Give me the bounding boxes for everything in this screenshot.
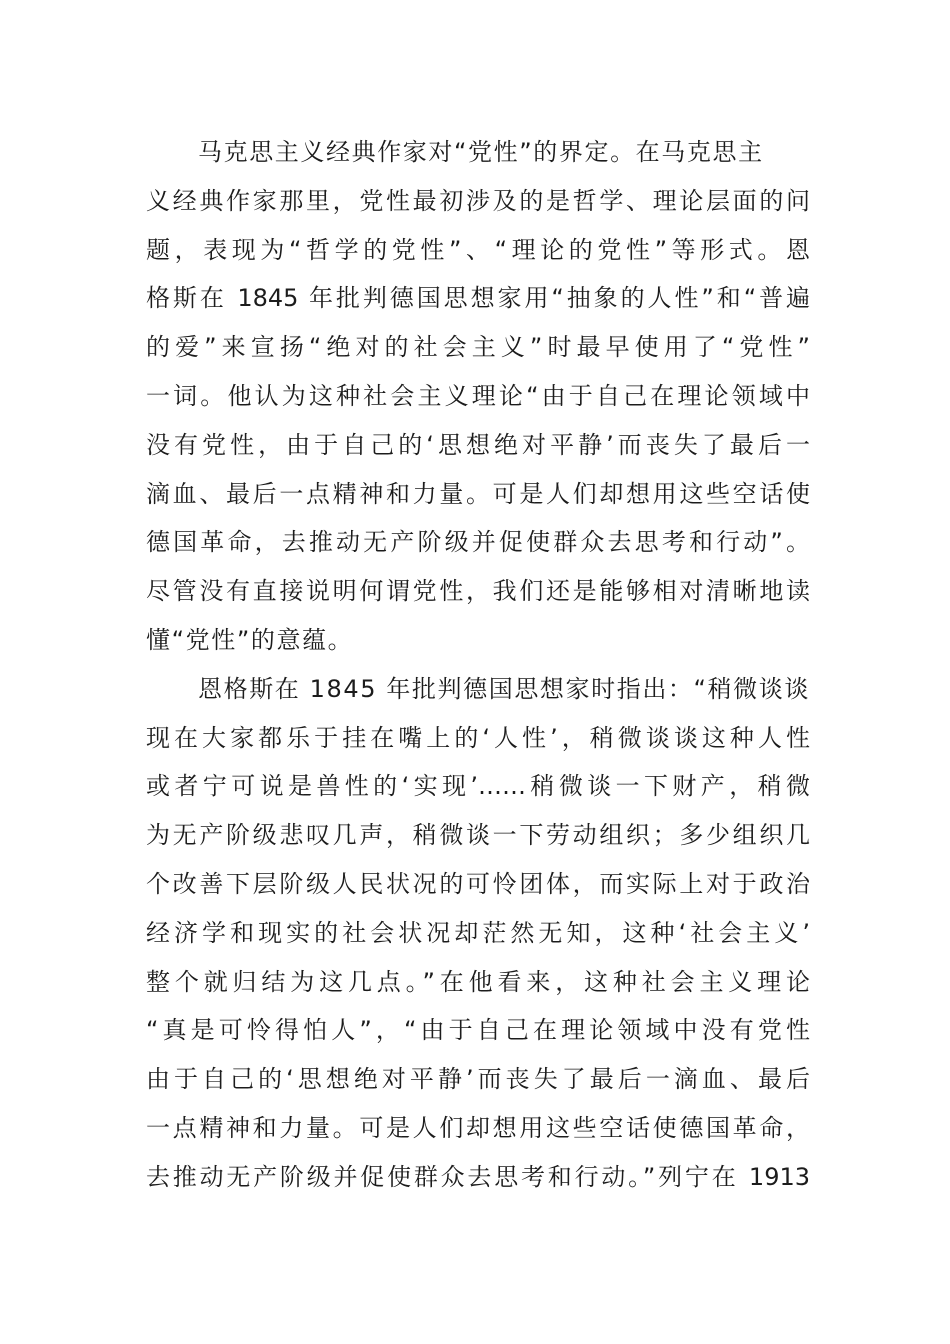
text-line: 个改善下层阶级人民状况的可怜团体，而实际上对于政治 — [146, 869, 810, 898]
paragraph-2 — [146, 665, 810, 1202]
text-line: 没有党性，由于自己的‘思想绝对平静’而丧失了最后一 — [146, 430, 810, 459]
text-line: 一词。他认为这种社会主义理论“由于自己在理论领域中 — [146, 381, 810, 410]
body-text — [146, 128, 810, 1202]
text-line: 题，表现为“哲学的党性”、“理论的党性”等形式。恩 — [146, 235, 810, 264]
text-line: 德国革命，去推动无产阶级并促使群众去思考和行动”。 — [146, 528, 810, 557]
text-line: 恩格斯在 1845 年批判德国思想家时指出：“稍微谈谈 — [198, 674, 810, 703]
text-line: “真是可怜得怕人”，“由于自己在理论领域中没有党性 — [146, 1016, 810, 1045]
text-line: 或者宁可说是兽性的‘实现’……稍微谈一下财产，稍微 — [146, 772, 810, 801]
text-line: 现在大家都乐于挂在嘴上的‘人性’，稍微谈谈这种人性 — [146, 723, 810, 752]
text-line: 经济学和现实的社会状况却茫然无知，这种‘社会主义’ — [146, 918, 810, 947]
text-line: 整个就归结为这几点。”在他看来，这种社会主义理论 — [146, 967, 810, 996]
text-line: 为无产阶级悲叹几声，稍微谈一下劳动组织；多少组织几 — [146, 821, 810, 850]
text-line: 滴血、最后一点精神和力量。可是人们却想用这些空话使 — [146, 479, 810, 508]
text-line: 去推动无产阶级并促使群众去思考和行动。”列宁在 1913 — [146, 1162, 810, 1191]
text-line: 懂“党性”的意蕴。 — [146, 625, 354, 654]
text-line: 的爱”来宣扬“绝对的社会主义”时最早使用了“党性” — [146, 333, 810, 362]
paragraph-1 — [146, 128, 810, 665]
text-line: 马克思主义经典作家对“党性”的界定。在马克思主 — [198, 138, 764, 166]
text-line: 由于自己的‘思想绝对平静’而丧失了最后一滴血、最后 — [146, 1065, 810, 1094]
text-line: 尽管没有直接说明何谓党性，我们还是能够相对清晰地读 — [146, 577, 810, 606]
text-line: 格斯在 1845 年批判德国思想家用“抽象的人性”和“普遍 — [146, 284, 810, 313]
text-line: 一点精神和力量。可是人们却想用这些空话使德国革命， — [146, 1113, 810, 1142]
text-line: 义经典作家那里，党性最初涉及的是哲学、理论层面的问 — [146, 186, 810, 215]
